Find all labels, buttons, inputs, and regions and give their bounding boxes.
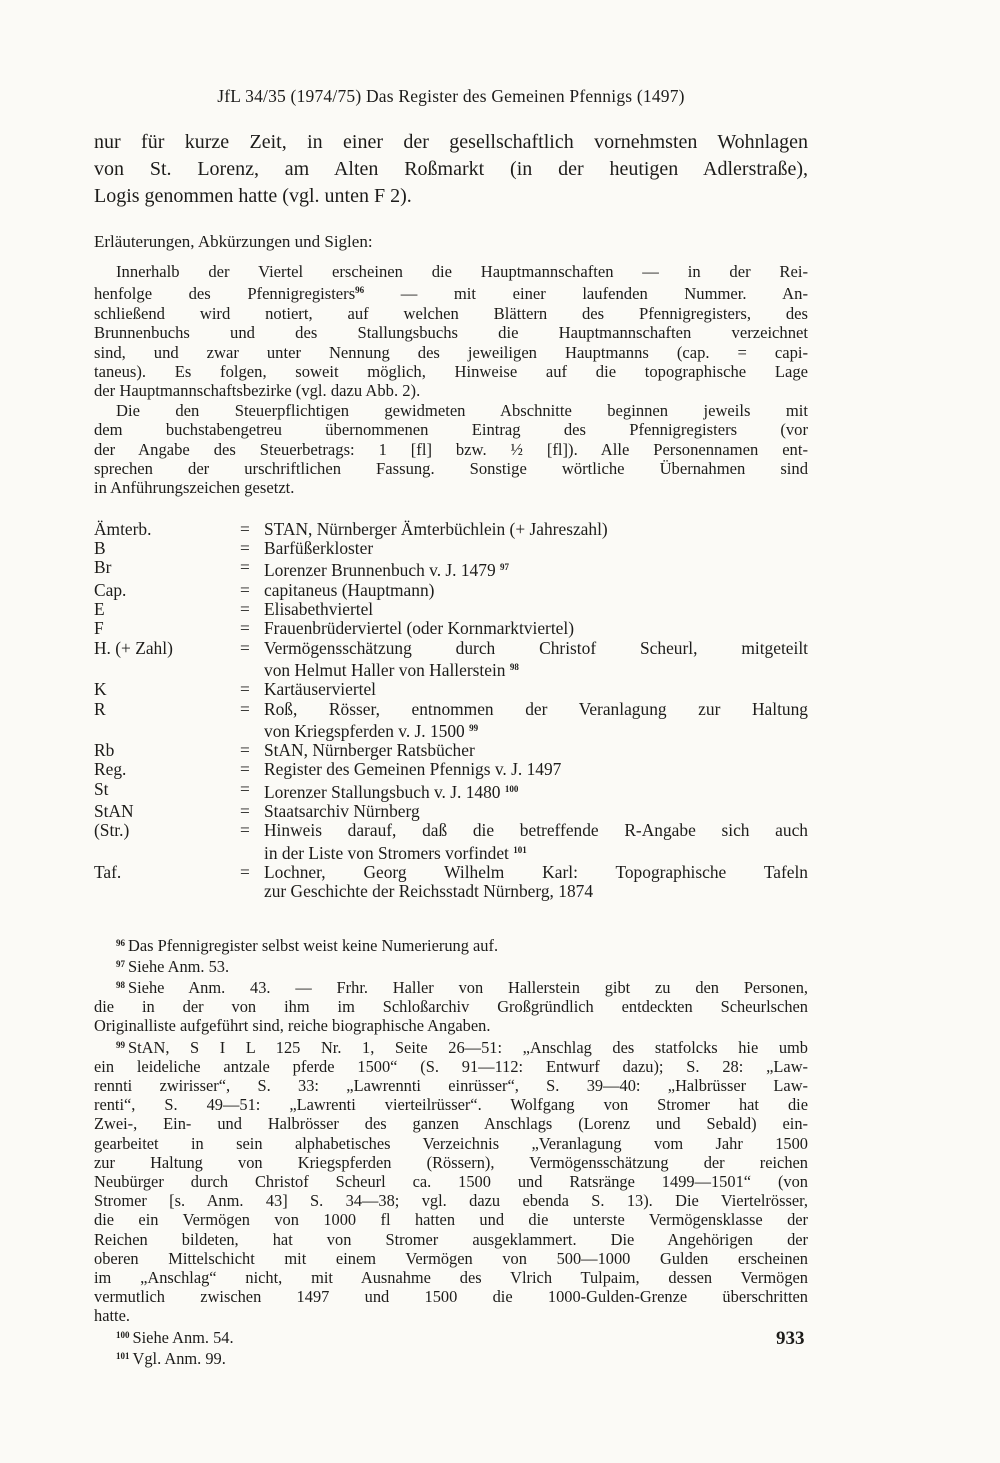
footnote-text: Vgl. Anm. 99.: [132, 1348, 226, 1368]
abbreviation-definition: [240, 558, 808, 580]
abbreviation-definition: [240, 821, 808, 863]
footnote-line: [94, 1210, 808, 1229]
definition-line: [264, 539, 808, 558]
definition-line: [264, 863, 808, 882]
footnote-text: zur Haltung von Kriegspferden (Rössern), Vermögensschätzung der reichen: [94, 1152, 808, 1172]
footnote-line: [94, 934, 808, 955]
footnote-line: [94, 1249, 808, 1268]
equals-sign: =: [240, 599, 250, 620]
definition-text: [264, 639, 808, 681]
page-content: [94, 86, 808, 1368]
paragraph-text: henfolge des Pfennigregisters: [94, 284, 356, 304]
intro-line: von St. Lorenz, am Alten Roßmarkt (in der heutigen Adlerstraße),: [94, 158, 808, 180]
abbreviation-row: [94, 700, 808, 742]
definition-line: [264, 680, 808, 699]
footnote: [94, 976, 808, 1036]
definition-text: [264, 619, 808, 638]
abbreviation-row: [94, 741, 808, 760]
abbreviation-definition: [240, 780, 808, 802]
footnote: [94, 1347, 808, 1368]
definition-line-text: capitaneus (Hauptmann): [264, 579, 435, 600]
equals-sign: =: [240, 518, 250, 539]
paragraph-line: Die den Steuerpflichtigen gewidmeten Abschnitte beginnen jeweils mit: [116, 400, 808, 420]
abbreviation-definition: [240, 741, 808, 760]
footnote-line: [94, 955, 808, 976]
definition-text: [264, 558, 808, 580]
footnote-text: Siehe Anm. 43. — Frhr. Haller von Hallerstein gibt zu den Personen,: [128, 977, 808, 997]
footnote-line: [94, 1095, 808, 1114]
footnote-line: [94, 1114, 808, 1133]
intro-paragraph: [94, 129, 808, 210]
definition-line-text: Barfüßerkloster: [264, 538, 374, 559]
footnote-number: 96: [116, 937, 125, 948]
paragraph-line: Brunnenbuchs und des Stallungsbuchs die Hauptmannschaften verzeichnet: [94, 323, 808, 343]
definition-line: [264, 802, 808, 821]
abbreviation-row: [94, 520, 808, 539]
footnote-text: Neubürger durch Christof Scheurl ca. 1500 und Ratsränge 1499—1501“ (von: [94, 1171, 808, 1191]
footnote-ref[interactable]: 97: [500, 562, 510, 573]
abbreviation-term: Ämterb.: [94, 518, 152, 539]
abbreviation-row: [94, 780, 808, 802]
footnote-line: [94, 1347, 808, 1368]
abbreviation-table: [94, 520, 808, 902]
footnote: [94, 955, 808, 976]
paragraph-line: sprechen der urschriftlichen Fassung. Sonstige wörtliche Übernahmen sind: [94, 459, 808, 479]
footnote-text: ein leideliche antzale pferde 1500“ (S. 91—112: Entwurf dazu); S. 28: „Law-: [94, 1056, 808, 1076]
abbreviation-row: [94, 539, 808, 558]
footnote-line: [94, 976, 808, 997]
footnote-number: 100: [116, 1329, 130, 1340]
definition-line: [264, 719, 808, 741]
footnote-line: [94, 1306, 808, 1325]
footnote: [94, 1326, 808, 1347]
explanation-paragraph-1: [94, 262, 808, 401]
paragraph-line: schließend wird notiert, auf welchen Blättern des Pfennigregisters, des: [94, 303, 808, 323]
paragraph-line: [94, 281, 808, 303]
abbreviation-definition: [240, 539, 808, 558]
definition-line-text: in der Liste von Stromers vorfindet: [264, 842, 509, 863]
definition-text: [264, 600, 808, 619]
abbreviation-row: [94, 802, 808, 821]
page-number: 933: [776, 1328, 805, 1349]
paragraph-line: der Angabe des Steuerbetrags: 1 [fl] bzw. ½ [fl]). Alle Personennamen ent-: [94, 439, 808, 459]
abbreviation-definition: [240, 760, 808, 779]
footnote-number: 98: [116, 979, 125, 990]
abbreviation-row: [94, 680, 808, 699]
footnote-text: Originalliste aufgeführt sind, reiche biographische Angaben.: [94, 1016, 491, 1036]
abbreviation-term: E: [94, 599, 105, 620]
abbreviation-term: Br: [94, 557, 112, 578]
definition-line: [264, 619, 808, 638]
definition-text: [264, 821, 808, 863]
definition-line: [264, 841, 808, 863]
intro-line: Logis genommen hatte (vgl. unten F 2).: [94, 185, 412, 207]
abbreviation-row: [94, 619, 808, 638]
abbreviation-definition: [240, 639, 808, 681]
footnote-text: im „Anschlag“ nicht, mit Ausnahme des Vlrich Tulpaim, dessen Vermögen: [94, 1267, 808, 1287]
footnote-line: [94, 997, 808, 1016]
definition-text: [264, 700, 808, 742]
footnote-text: Stromer [s. Anm. 43] S. 34—38; vgl. dazu ebenda S. 13). Die Viertelrösser,: [94, 1191, 808, 1211]
footnote-number: 97: [116, 958, 125, 969]
footnote-text: renti“, S. 49—51: „Lawrenti vierteilrüsser“. Wolfgang von Stromer hat die: [94, 1095, 808, 1115]
definition-line-text: von Helmut Haller von Hallerstein: [264, 659, 506, 680]
footnote-ref[interactable]: 101: [513, 844, 527, 855]
definition-line-text: von Kriegspferden v. J. 1500: [264, 720, 465, 741]
footnote-line: [94, 1153, 808, 1172]
equals-sign: =: [240, 538, 250, 559]
definition-line-text: Register des Gemeinen Pfennigs v. J. 1497: [264, 759, 562, 780]
definition-line: [264, 741, 808, 760]
footnote-ref[interactable]: 98: [509, 661, 519, 672]
equals-sign: =: [240, 557, 250, 578]
footnote-text: Zwei-, Ein- und Halbrösser des ganzen Anschlags (Lorenz und Sebald) ein-: [94, 1114, 808, 1134]
abbreviation-definition: [240, 581, 808, 600]
abbreviation-term: St: [94, 778, 109, 799]
abbreviation-term: H. (+ Zahl): [94, 637, 173, 658]
definition-line-text: Hinweis darauf, daß die betreffende R-Angabe sich auch: [264, 820, 808, 841]
equals-sign: =: [240, 759, 250, 780]
definition-line-text: Lorenzer Stallungsbuch v. J. 1480: [264, 781, 501, 802]
abbreviation-definition: [240, 700, 808, 742]
definition-line: [264, 882, 808, 901]
definition-line-text: Roß, Rösser, entnommen der Veranlagung zur Haltung: [264, 698, 808, 719]
footnote-line: [94, 1076, 808, 1095]
abbreviation-term: Reg.: [94, 759, 127, 780]
equals-sign: =: [240, 579, 250, 600]
footnote-line: [94, 1268, 808, 1287]
definition-line-text: Frauenbrüderviertel (oder Kornmarktviertel): [264, 618, 574, 639]
equals-sign: =: [240, 679, 250, 700]
footnote-text: vermutlich zwischen 1497 und 1500 die 1000-Gulden-Grenze überschritten: [94, 1287, 808, 1307]
footnote-ref[interactable]: 100: [504, 783, 519, 794]
definition-line: [264, 639, 808, 658]
paragraph-line: in Anführungszeichen gesetzt.: [94, 478, 295, 498]
footnote-number: 99: [116, 1039, 125, 1050]
definition-line-text: Lochner, Georg Wilhelm Karl: Topographische Tafeln: [264, 861, 808, 882]
equals-sign: =: [240, 801, 250, 822]
footnote: [94, 934, 808, 955]
definition-line: [264, 658, 808, 680]
definition-line: [264, 760, 808, 779]
abbreviation-term: StAN: [94, 801, 134, 822]
footnote-text: Reichen bildeten, hat von Stromer ausgeklammert. Die Angehörigen der: [94, 1229, 808, 1249]
footnote-ref[interactable]: 99: [469, 722, 479, 733]
abbreviation-definition: [240, 600, 808, 619]
abbreviation-definition: [240, 802, 808, 821]
abbreviation-term: R: [94, 698, 106, 719]
equals-sign: =: [240, 778, 250, 799]
abbreviation-term: (Str.): [94, 820, 130, 841]
footnote-number: 101: [116, 1350, 130, 1361]
paragraph-line: dem buchstabengetreu übernommenen Eintrag des Pfennigregisters (vor: [94, 420, 808, 440]
definition-line-text: STAN, Nürnberger Ämterbüchlein (+ Jahreszahl): [264, 518, 608, 539]
equals-sign: =: [240, 698, 250, 719]
footnote-text: Siehe Anm. 54.: [132, 1327, 234, 1347]
definition-line-text: Elisabethviertel: [264, 599, 374, 620]
footnote-text: StAN, S I L 125 Nr. 1, Seite 26—51: „Anschlag des statfolcks hie umb: [128, 1037, 808, 1057]
footnote-text: Siehe Anm. 53.: [128, 956, 230, 976]
equals-sign: =: [240, 740, 250, 761]
abbreviation-row: [94, 821, 808, 863]
abbreviation-row: [94, 863, 808, 902]
footnote-line: [94, 1036, 808, 1057]
abbreviation-row: [94, 600, 808, 619]
paragraph-line: sind, und zwar unter Nennung des jeweiligen Hauptmanns (cap. = capi-: [94, 342, 808, 362]
definition-text: [264, 520, 808, 539]
abbreviation-definition: [240, 619, 808, 638]
footnote-ref[interactable]: 96: [355, 285, 365, 296]
abbreviation-definition: [240, 863, 808, 902]
definition-line-text: Kartäuserviertel: [264, 679, 377, 700]
definition-text: [264, 680, 808, 699]
footnote-line: [94, 1057, 808, 1076]
intro-line: nur für kurze Zeit, in einer der gesellschaftlich vornehmsten Wohnlagen: [94, 131, 808, 153]
definition-line: [264, 520, 808, 539]
definition-line-text: Vermögensschätzung durch Christof Scheurl, mitgeteilt: [264, 637, 808, 658]
equals-sign: =: [240, 618, 250, 639]
definition-text: [264, 760, 808, 779]
paragraph-line: taneus). Es folgen, soweit möglich, Hinweise auf die topographische Lage: [94, 362, 808, 382]
equals-sign: =: [240, 861, 250, 882]
footnote-line: [94, 1016, 808, 1035]
definition-text: [264, 741, 808, 760]
abbreviation-row: [94, 558, 808, 580]
definition-line: [264, 780, 808, 802]
footnotes: [94, 934, 808, 1368]
abbreviation-definition: [240, 520, 808, 539]
footnote-text: hatte.: [94, 1306, 130, 1326]
abbreviation-term: Rb: [94, 740, 115, 761]
definition-line-text: StAN, Nürnberger Ratsbücher: [264, 740, 475, 761]
definition-text: [264, 863, 808, 902]
paragraph-line: Innerhalb der Viertel erscheinen die Hauptmannschaften — in der Rei-: [116, 262, 808, 281]
paragraph-line: der Hauptmannschaftsbezirke (vgl. dazu Abb. 2).: [94, 381, 421, 401]
footnote-line: [94, 1326, 808, 1347]
footnote-text: Das Pfennigregister selbst weist keine Numerierung auf.: [128, 935, 499, 955]
definition-line: [264, 600, 808, 619]
footnote: [94, 1036, 808, 1326]
footnote-line: [94, 1172, 808, 1191]
footnote-text: rennti zwirisser“, S. 33: „Lawrennti einrüsser“, S. 39—40: „Halbrüsser Law-: [94, 1075, 808, 1095]
running-header: JfL 34/35 (1974/75) Das Register des Gemeinen Pfennigs (1497): [217, 86, 685, 106]
abbreviation-term: F: [94, 618, 104, 639]
section-heading: Erläuterungen, Abkürzungen und Siglen:: [94, 232, 373, 251]
definition-text: [264, 581, 808, 600]
abbreviation-definition: [240, 680, 808, 699]
definition-line: [264, 581, 808, 600]
definition-line: [264, 700, 808, 719]
paragraph-text: — mit einer laufenden Nummer. An-: [364, 284, 808, 304]
definition-line: [264, 558, 808, 580]
abbreviation-row: [94, 760, 808, 779]
footnote-text: die in der von ihm im Schloßarchiv Großgründlich entdeckten Scheurlschen: [94, 997, 808, 1017]
definition-text: [264, 539, 808, 558]
definition-line-text: zur Geschichte der Reichsstadt Nürnberg, 1874: [264, 881, 594, 902]
footnote-text: oberen Mittelschicht mit einem Vermögen von 500—1000 Gulden erscheinen: [94, 1248, 808, 1268]
definition-line-text: Staatsarchiv Nürnberg: [264, 801, 420, 822]
abbreviation-term: K: [94, 679, 107, 700]
footnote-line: [94, 1287, 808, 1306]
abbreviation-term: Taf.: [94, 861, 122, 882]
equals-sign: =: [240, 820, 250, 841]
abbreviation-row: [94, 639, 808, 681]
equals-sign: =: [240, 637, 250, 658]
definition-text: [264, 780, 808, 802]
abbreviation-term: Cap.: [94, 579, 127, 600]
abbreviation-row: [94, 581, 808, 600]
footnote-text: die ein Vermögen von 1000 fl hatten und die unterste Vermögensklasse der: [94, 1210, 808, 1230]
definition-line-text: Lorenzer Brunnenbuch v. J. 1479: [264, 560, 496, 581]
footnote-line: [94, 1191, 808, 1210]
footnote-line: [94, 1134, 808, 1153]
footnote-line: [94, 1230, 808, 1249]
abbreviation-term: B: [94, 538, 106, 559]
explanation-paragraph-2: [94, 401, 808, 498]
definition-line: [264, 821, 808, 840]
definition-text: [264, 802, 808, 821]
footnote-text: gearbeitet in sein alphabetisches Verzeichnis „Veranlagung vom Jahr 1500: [94, 1133, 808, 1153]
